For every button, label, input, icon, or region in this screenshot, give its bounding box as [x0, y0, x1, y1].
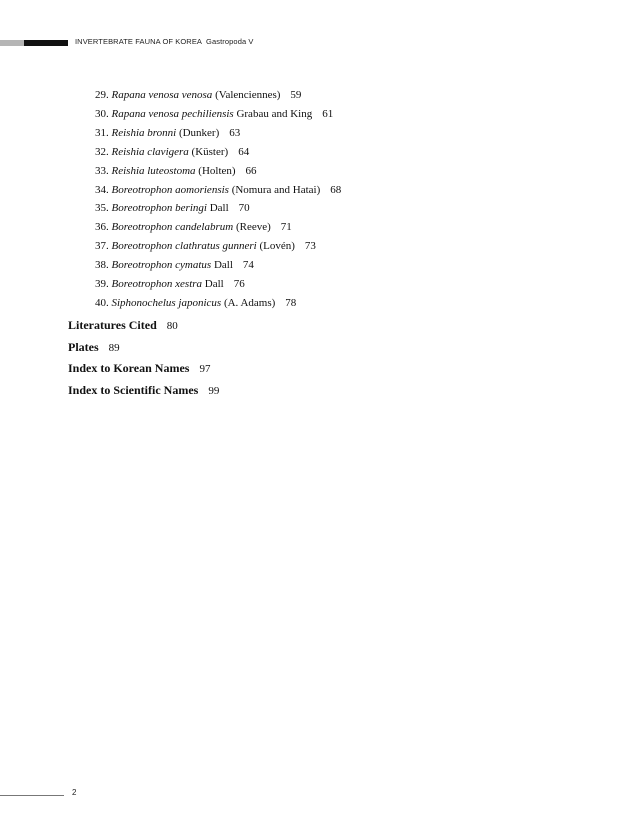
- entry-number: 29.: [95, 89, 109, 101]
- page-ref: 71: [280, 221, 292, 234]
- toc-species-list: [95, 86, 615, 313]
- author: Dall: [213, 259, 233, 272]
- scientific-name: Rapana venosa pechiliensis: [111, 107, 234, 120]
- scientific-name: Siphonochelus japonicus: [111, 296, 222, 309]
- toc-entry[interactable]: [95, 181, 615, 200]
- author: (A. Adams): [223, 296, 276, 309]
- toc-entry[interactable]: [95, 162, 615, 181]
- entry-number: 31.: [95, 126, 109, 139]
- page-number: 2: [72, 788, 77, 797]
- toc-entry[interactable]: [95, 86, 615, 105]
- scientific-name: Boreotrophon candelabrum: [111, 221, 234, 234]
- author: (Lovén): [259, 240, 295, 253]
- section-plates[interactable]: [68, 337, 608, 359]
- page-ref: 70: [238, 202, 250, 215]
- page-ref: 73: [304, 240, 316, 253]
- section-title: Index to Scientific Names: [68, 383, 199, 398]
- scientific-name: Boreotrophon clathratus gunneri: [111, 240, 257, 253]
- running-head-subtitle: Gastropoda V: [206, 37, 254, 46]
- section-title: Literatures Cited: [68, 318, 157, 332]
- toc-sections: [68, 315, 608, 402]
- author: (Dunker): [178, 126, 220, 139]
- toc-entry[interactable]: [95, 105, 615, 124]
- toc-entry[interactable]: [95, 143, 615, 162]
- page-ref: 99: [208, 385, 220, 398]
- scientific-name: Reishia luteostoma: [111, 164, 196, 177]
- author: Dall: [204, 278, 224, 291]
- entry-number: 38.: [95, 259, 109, 272]
- running-head-title: INVERTEBRATE FAUNA OF KOREA: [75, 37, 203, 46]
- page-ref: 61: [322, 107, 334, 120]
- entry-number: 32.: [95, 145, 109, 158]
- page-ref: 76: [233, 278, 245, 291]
- author: (Reeve): [235, 221, 271, 234]
- entry-number: 37.: [95, 240, 109, 253]
- author: (Küster): [191, 145, 229, 158]
- section-title: Index to Korean Names: [68, 361, 190, 376]
- author: Dall: [209, 202, 229, 215]
- scientific-name: Boreotrophon aomoriensis: [111, 183, 229, 196]
- page-ref: 74: [242, 259, 254, 272]
- section-literatures-cited[interactable]: [68, 315, 608, 337]
- entry-number: 30.: [95, 107, 109, 120]
- entry-number: 35.: [95, 202, 109, 215]
- page-ref: 89: [108, 341, 120, 354]
- page-ref: 59: [290, 89, 302, 101]
- toc-entry[interactable]: [95, 256, 615, 275]
- section-title: Plates: [68, 339, 99, 354]
- scientific-name: Rapana venosa venosa: [111, 89, 213, 101]
- section-index-scientific-names[interactable]: [68, 380, 608, 402]
- toc-entry[interactable]: [95, 124, 615, 143]
- page-ref: 63: [229, 126, 241, 139]
- scientific-name: Reishia bronni: [111, 126, 177, 139]
- toc-entry[interactable]: [95, 237, 615, 256]
- toc-entry[interactable]: [95, 218, 615, 237]
- page-ref: 66: [245, 164, 257, 177]
- header-bar-grey: [0, 40, 24, 46]
- footer-rule: [0, 795, 64, 796]
- author: (Valenciennes): [215, 89, 281, 101]
- page-ref: 97: [199, 363, 211, 376]
- author: (Holten): [198, 164, 236, 177]
- toc-entry[interactable]: [95, 294, 615, 313]
- section-index-korean-names[interactable]: [68, 358, 608, 380]
- entry-number: 39.: [95, 278, 109, 291]
- entry-number: 34.: [95, 183, 109, 196]
- author: (Nomura and Hatai): [231, 183, 321, 196]
- page-ref: 80: [166, 320, 178, 332]
- entry-number: 36.: [95, 221, 109, 234]
- author: Grabau and King: [236, 107, 313, 120]
- page-ref: 68: [330, 183, 342, 196]
- page-ref: 64: [238, 145, 250, 158]
- scientific-name: Boreotrophon beringi: [111, 202, 207, 215]
- scientific-name: Boreotrophon xestra: [111, 278, 203, 291]
- entry-number: 33.: [95, 164, 109, 177]
- header-bar-black: [24, 40, 68, 46]
- scientific-name: Boreotrophon cymatus: [111, 259, 212, 272]
- page-ref: 78: [285, 296, 297, 309]
- toc-entry[interactable]: [95, 199, 615, 218]
- toc-entry[interactable]: [95, 275, 615, 294]
- scientific-name: Reishia clavigera: [111, 145, 189, 158]
- running-head: [75, 37, 254, 46]
- entry-number: 40.: [95, 296, 109, 309]
